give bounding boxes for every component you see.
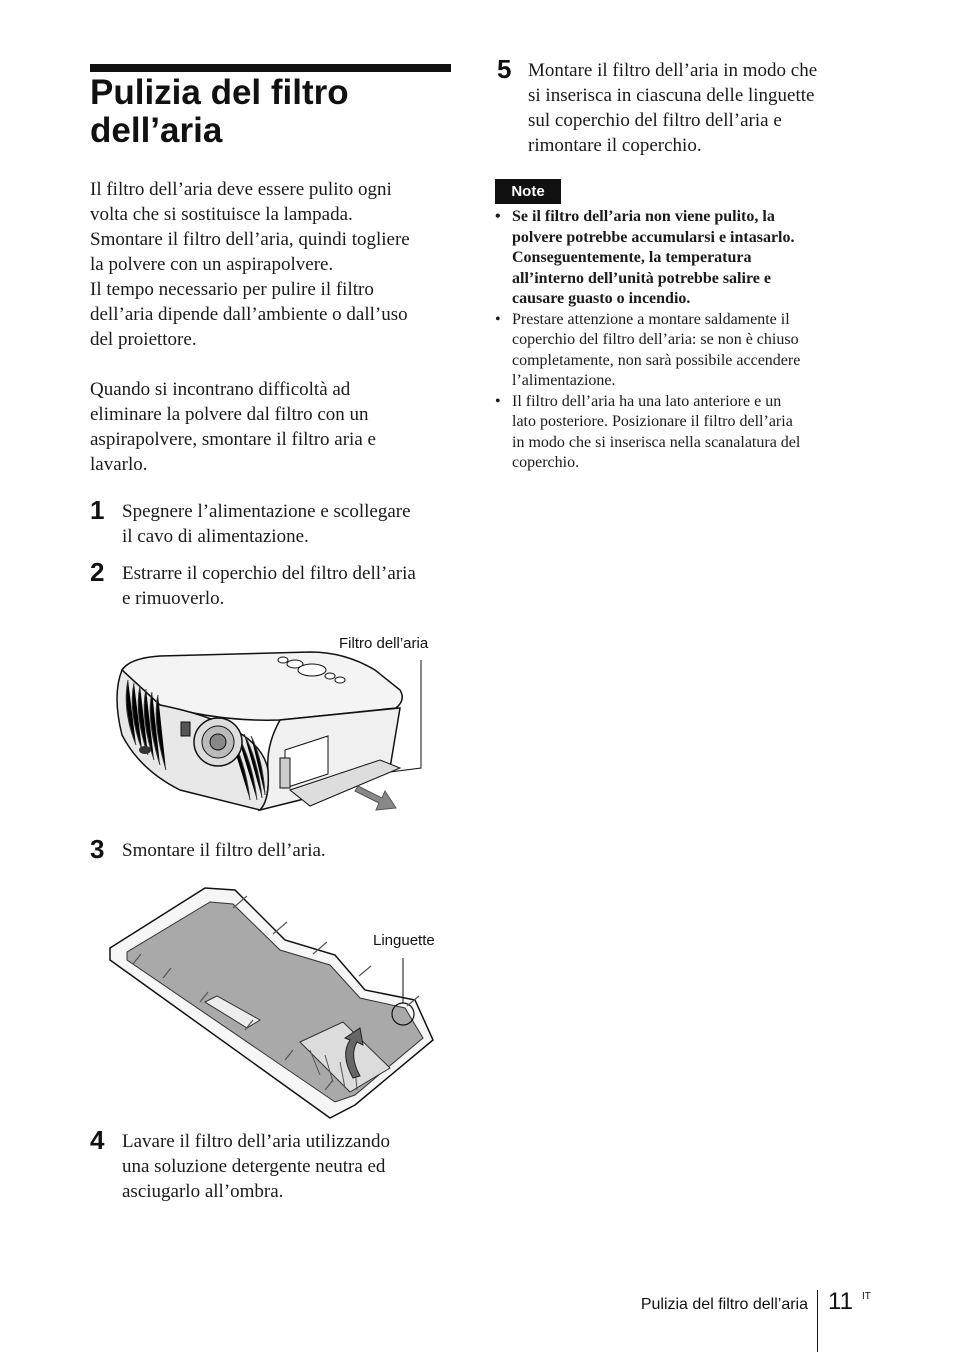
air-filter-callout-label: Filtro dell’aria [339,635,429,652]
footer-section-title: Pulizia del filtro dell’aria [640,1296,808,1313]
intro-paragraph-2: Quando si incontrano difficoltà ad eliminare la polvere dal filtro con un aspirapolvere, smontare il filtro aria e lavarlo. [90,379,376,475]
note-item-2: • Prestare attenzione a montare saldamente il coperchio del filtro dell’aria: se non è chiuso completamente, non sarà possibile accendere l’alimentazione. [495,310,801,389]
step-4-text: Lavare il filtro dell’aria utilizzando una soluzione detergente neutra ed asciugarlo all’ombra. [122,1131,390,1202]
step-5-number: 5 [497,54,512,84]
step-1-text: Spegnere l’alimentazione e scollegare il cavo di alimentazione. [122,501,411,547]
language-code: IT [862,1291,871,1302]
note-list [495,207,857,474]
page-title-line1: Pulizia del filtro [90,73,349,112]
page-title-line2: dell’aria [90,111,223,150]
title-rule [90,64,451,72]
page-number: 11 [828,1288,853,1315]
step-3-text: Smontare il filtro dell’aria. [122,840,326,861]
tabs-callout-label: Linguette [373,932,435,949]
step-2-number: 2 [90,557,105,587]
step-2-text: Estrarre il coperchio del filtro dell’aria e rimuoverlo. [122,563,416,609]
step-5-text: Montare il filtro dell’aria in modo che si inserisca in ciascuna delle linguette sul coperchio del filtro dell’aria e rimontare il coperchio. [528,60,818,156]
step-4-number: 4 [90,1125,105,1155]
air-filter-illustration [105,880,445,1120]
step-1-number: 1 [90,495,105,525]
step-3-number: 3 [90,834,105,864]
intro-paragraph-1: Il filtro dell’aria deve essere pulito ogni volta che si sostituisce la lampada. Smontare il filtro dell’aria, quindi togliere la polvere con un aspirapolvere. Il tempo necessario per pulire il filtro dell’aria dipende dall’ambiente o dall’uso del proiettore. [90,179,410,350]
footer-divider [817,1290,818,1352]
projector-illustration [100,650,450,830]
note-item-1: • Se il filtro dell’aria non viene pulito, la polvere potrebbe accumularsi e intasarlo. Conseguentemente, la temperatura all’interno dell’unità potrebbe salire e causare guasto o incendio. [495,208,795,307]
page-title [90,74,460,150]
note-item-3: • Il filtro dell’aria ha una lato anteriore e un lato posteriore. Posizionare il filtro dell’aria in modo che si inserisca nella scanalatura del coperchio. [495,392,801,471]
note-badge: Note [495,179,561,204]
